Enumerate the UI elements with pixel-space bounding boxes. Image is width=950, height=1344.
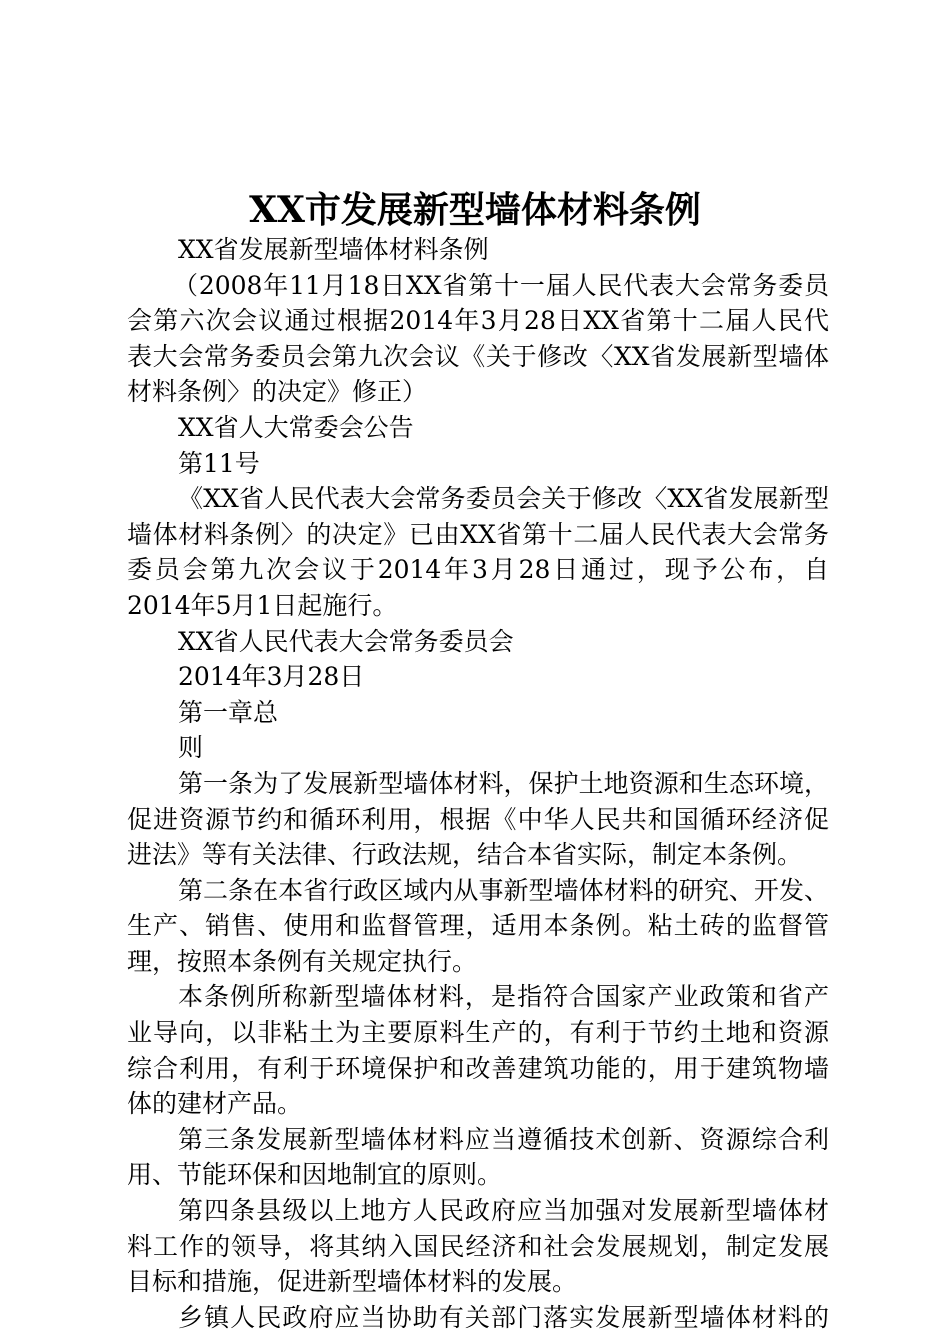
text-line: 综合利用，有利于环境保护和改善建筑功能的，用于建筑物墙: [127, 1053, 829, 1083]
text-line: 表大会常务委员会第九次会议《关于修改〈XX省发展新型墙体: [127, 341, 829, 371]
document-title: XX市发展新型墙体材料条例: [249, 189, 701, 231]
text-line: 乡镇人民政府应当协助有关部门落实发展新型墙体材料的: [178, 1302, 829, 1332]
text-line: XX省发展新型墙体材料条例: [178, 235, 489, 264]
text-line: 第一章总: [178, 697, 279, 727]
text-line: 生产、销售、使用和监督管理，适用本条例。粘土砖的监督管: [127, 911, 829, 941]
document-body: [127, 232, 829, 1335]
text-line: 第四条县级以上地方人民政府应当加强对发展新型墙体材: [178, 1196, 829, 1226]
text-line: （2008年11月18日XX省第十一届人民代表大会常务委员: [173, 270, 829, 300]
text-line: 促进资源节约和循环利用，根据《中华人民共和国循环经济促: [127, 804, 829, 834]
text-line: XX省人民代表大会常务委员会: [178, 626, 514, 656]
text-line: 则: [178, 733, 204, 763]
text-line: 墙体材料条例〉的决定》已由XX省第十二届人民代表大会常务: [127, 519, 829, 549]
text-line: 第11号: [178, 448, 260, 478]
text-line: 2014年5月1日起施行。: [127, 590, 398, 620]
text-line: 《XX省人民代表大会常务委员会关于修改〈XX省发展新型: [178, 484, 829, 514]
text-line: 进法》等有关法律、行政法规，结合本省实际，制定本条例。: [127, 840, 803, 870]
text-line: 会第六次会议通过根据2014年3月28日XX省第十二届人民代: [127, 306, 829, 336]
text-line: 委员会第九次会议于2014年3月28日通过，现予公布，自: [127, 555, 829, 585]
text-line: 本条例所称新型墙体材料，是指符合国家产业政策和省产: [178, 982, 829, 1012]
text-line: 第一条为了发展新型墙体材料，保护土地资源和生态环境，: [178, 768, 829, 798]
text-line: 第三条发展新型墙体材料应当遵循技术创新、资源综合利: [178, 1124, 829, 1154]
text-line: 理，按照本条例有关规定执行。: [127, 946, 478, 976]
text-line: 目标和措施，促进新型墙体材料的发展。: [127, 1267, 578, 1297]
text-line: 第二条在本省行政区域内从事新型墙体材料的研究、开发、: [178, 875, 829, 905]
text-line: 料工作的领导，将其纳入国民经济和社会发展规划，制定发展: [127, 1231, 829, 1261]
text-line: 用、节能环保和因地制宜的原则。: [127, 1160, 503, 1190]
text-line: 业导向，以非粘土为主要原料生产的，有利于节约土地和资源: [127, 1018, 829, 1048]
text-line: XX省人大常委会公告: [178, 412, 414, 442]
text-line: 2014年3月28日: [178, 662, 365, 692]
text-line: 材料条例〉的决定》修正）: [127, 377, 428, 407]
text-line: 体的建材产品。: [127, 1089, 303, 1119]
